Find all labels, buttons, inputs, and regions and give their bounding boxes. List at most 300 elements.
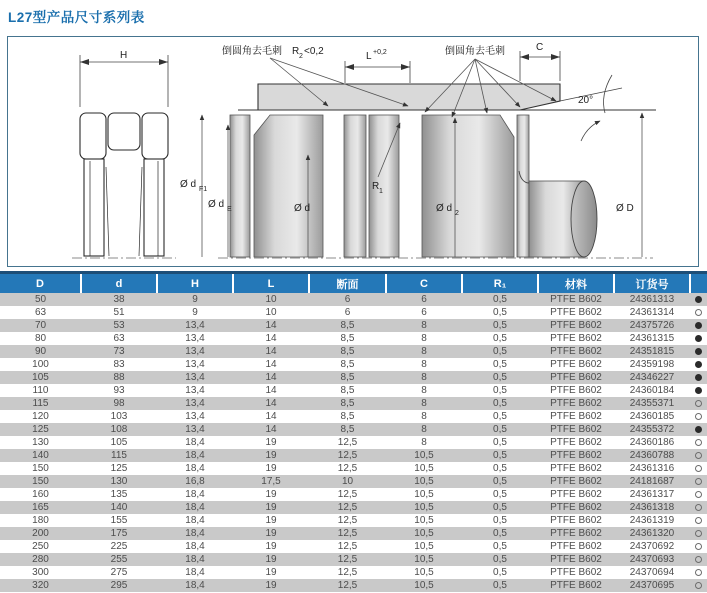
cell: 105 [81,436,157,449]
availability-dot-open [695,465,702,472]
technical-drawing [7,36,699,267]
table-row [0,306,707,319]
cell: 14 [233,410,309,423]
cell: 13,4 [157,332,233,345]
cell: 12,5 [309,566,386,579]
cell: 8 [386,384,462,397]
cell: 19 [233,501,309,514]
cell: 255 [81,553,157,566]
dE-dim-label: Ø d [208,199,225,210]
cell: 24361314 [614,306,690,319]
cell: 51 [81,306,157,319]
availability-cell [690,566,707,579]
cell: 10 [309,475,386,488]
cell: 300 [0,566,81,579]
column-header-C: C [386,274,462,293]
availability-cell [690,540,707,553]
column-header-材料: 材料 [538,274,614,293]
dE-dim-sub: E [227,206,232,213]
table-row [0,449,707,462]
cell: 19 [233,462,309,475]
cell: 12,5 [309,501,386,514]
cell: 19 [233,553,309,566]
size-table [0,274,707,592]
cell: 115 [0,397,81,410]
cell: 19 [233,527,309,540]
cell: 13,4 [157,423,233,436]
cell: 24370693 [614,553,690,566]
table-row [0,566,707,579]
table-row [0,436,707,449]
cell: 19 [233,436,309,449]
cell: 135 [81,488,157,501]
cell: 14 [233,397,309,410]
cell: 38 [81,293,157,306]
cell: 18,4 [157,566,233,579]
cell: 24361320 [614,527,690,540]
table-row [0,423,707,436]
r2-value: <0,2 [304,46,324,57]
cell: PTFE B602 [538,410,614,423]
cell: PTFE B602 [538,397,614,410]
cell: PTFE B602 [538,488,614,501]
table-body [0,293,707,592]
cell: 24181687 [614,475,690,488]
d-dim-label: Ø d [294,203,311,214]
cell: 13,4 [157,371,233,384]
cell: 120 [0,410,81,423]
cell: 8 [386,436,462,449]
cell: 0,5 [462,527,538,540]
cell: 155 [81,514,157,527]
availability-cell [690,527,707,540]
availability-cell [690,553,707,566]
cell: 63 [0,306,81,319]
dF1-dim-label: Ø d [180,179,197,190]
cell: 14 [233,384,309,397]
availability-dot-open [695,582,702,589]
cell: 24370695 [614,579,690,592]
d2-dim-sub: 2 [455,210,459,217]
cell: 8 [386,423,462,436]
availability-cell [690,358,707,371]
cell: 275 [81,566,157,579]
cell: 180 [0,514,81,527]
availability-dot-open [695,517,702,524]
cell: 12,5 [309,579,386,592]
angle-arc-lower [581,121,600,141]
cell: 9 [157,306,233,319]
cell: 14 [233,319,309,332]
cell: 18,4 [157,527,233,540]
cell: 10 [233,306,309,319]
cell: 19 [233,579,309,592]
cell: 130 [0,436,81,449]
cell: 24370692 [614,540,690,553]
cell: 295 [81,579,157,592]
cell: 50 [0,293,81,306]
availability-dot-open [695,556,702,563]
d2-dim-label: Ø d [436,203,453,214]
cell: 24361318 [614,501,690,514]
angle-arc [604,75,612,113]
cell: PTFE B602 [538,553,614,566]
availability-dot-filled [695,296,702,303]
cell: 10,5 [386,488,462,501]
shaft-end-cylinder [519,171,597,257]
header-row [0,274,707,293]
cell: 24355371 [614,397,690,410]
cell: 0,5 [462,449,538,462]
column-header-L: L [233,274,309,293]
cell: PTFE B602 [538,306,614,319]
availability-dot-filled [695,348,702,355]
cell: 150 [0,475,81,488]
cell: PTFE B602 [538,384,614,397]
availability-cell [690,345,707,358]
table-row [0,384,707,397]
cell: 10,5 [386,527,462,540]
cell: 320 [0,579,81,592]
availability-cell [690,488,707,501]
cell: 19 [233,488,309,501]
cell: 125 [0,423,81,436]
cell: 10,5 [386,501,462,514]
cell: 24360788 [614,449,690,462]
table-row [0,358,707,371]
cell: 6 [309,306,386,319]
cell: 160 [0,488,81,501]
c-dimension [520,51,560,81]
cell: PTFE B602 [538,358,614,371]
cell: 12,5 [309,553,386,566]
cell: 24361313 [614,293,690,306]
cell: PTFE B602 [538,332,614,345]
column-header-订货号: 订货号 [614,274,690,293]
cell: 13,4 [157,410,233,423]
cell: 24361316 [614,462,690,475]
table-row [0,527,707,540]
cell: 17,5 [233,475,309,488]
cell: 0,5 [462,306,538,319]
cell: 19 [233,540,309,553]
cell: PTFE B602 [538,501,614,514]
availability-cell [690,384,707,397]
cell: 24351815 [614,345,690,358]
cell: 12,5 [309,462,386,475]
cell: 10,5 [386,579,462,592]
availability-dot-open [695,491,702,498]
cell: 0,5 [462,423,538,436]
cell: 16,8 [157,475,233,488]
cell: 24360186 [614,436,690,449]
column-header-D: D [0,274,81,293]
table-row [0,397,707,410]
cell: 18,4 [157,579,233,592]
cell: PTFE B602 [538,579,614,592]
availability-cell [690,306,707,319]
cell: 9 [157,293,233,306]
cell: 0,5 [462,397,538,410]
cell: 103 [81,410,157,423]
availability-cell [690,332,707,345]
cell: 13,4 [157,384,233,397]
cell: 12,5 [309,540,386,553]
cell: 165 [0,501,81,514]
D-dim-label: Ø D [616,203,634,214]
cell: 24361319 [614,514,690,527]
cell: 6 [386,293,462,306]
cell: 8,5 [309,345,386,358]
cell: 88 [81,371,157,384]
cell: 100 [0,358,81,371]
cell: 6 [309,293,386,306]
cell: 108 [81,423,157,436]
cell: 8 [386,332,462,345]
table-row [0,540,707,553]
availability-cell [690,514,707,527]
table-row [0,553,707,566]
availability-dot-filled [695,322,702,329]
cell: 93 [81,384,157,397]
cell: 105 [0,371,81,384]
cell: PTFE B602 [538,514,614,527]
r2-label-sub: 2 [299,53,303,60]
table-row [0,332,707,345]
cell: 8 [386,319,462,332]
cell: 0,5 [462,371,538,384]
cell: 24375726 [614,319,690,332]
table-row [0,488,707,501]
availability-dot-open [695,504,702,511]
table-row [0,345,707,358]
availability-cell [690,449,707,462]
cell: 0,5 [462,410,538,423]
cell: 0,5 [462,488,538,501]
cell: 18,4 [157,449,233,462]
cell: 19 [233,449,309,462]
cell: 0,5 [462,579,538,592]
deburr-left-label: 倒圆角去毛刺 [222,46,282,57]
cell: 0,5 [462,332,538,345]
availability-dot-filled [695,374,702,381]
cell: PTFE B602 [538,475,614,488]
availability-dot-open [695,309,702,316]
availability-cell [690,462,707,475]
cell: 140 [0,449,81,462]
cell: 10,5 [386,462,462,475]
cell: PTFE B602 [538,540,614,553]
column-header-availability [690,274,707,293]
cell: 24361315 [614,332,690,345]
cell: 110 [0,384,81,397]
cell: 8,5 [309,332,386,345]
cell: 18,4 [157,488,233,501]
cell: 0,5 [462,293,538,306]
cell: PTFE B602 [538,371,614,384]
cell: 225 [81,540,157,553]
availability-cell [690,579,707,592]
cell: 10,5 [386,514,462,527]
availability-dot-filled [695,361,702,368]
availability-cell [690,319,707,332]
cell: 14 [233,345,309,358]
availability-dot-open [695,543,702,550]
table-row [0,319,707,332]
cell: 24360184 [614,384,690,397]
cell: 280 [0,553,81,566]
cell: PTFE B602 [538,462,614,475]
cell: 24361317 [614,488,690,501]
page-title: L27型产品尺寸系列表 [8,10,145,25]
cell: 80 [0,332,81,345]
availability-cell [690,423,707,436]
availability-cell [690,475,707,488]
availability-dot-open [695,530,702,537]
r1-label: R [372,181,380,192]
cell: 19 [233,514,309,527]
cell: 8 [386,345,462,358]
cell: 18,4 [157,462,233,475]
cell: 12,5 [309,488,386,501]
cell: PTFE B602 [538,319,614,332]
cell: 18,4 [157,553,233,566]
cell: 19 [233,566,309,579]
cell: 12,5 [309,449,386,462]
cell: 83 [81,358,157,371]
cell: 0,5 [462,475,538,488]
cell: 8,5 [309,358,386,371]
cell: 14 [233,423,309,436]
cell: 0,5 [462,462,538,475]
cell: 175 [81,527,157,540]
housing-bar [258,84,560,110]
cell: 24359198 [614,358,690,371]
cell: 140 [81,501,157,514]
cell: 0,5 [462,384,538,397]
availability-cell [690,371,707,384]
cell: 10,5 [386,449,462,462]
cell: 10 [233,293,309,306]
deburr-mid-label: 倒圆角去毛刺 [445,46,505,57]
cell: PTFE B602 [538,436,614,449]
cell: 18,4 [157,501,233,514]
r1-label-sub: 1 [379,188,383,195]
cell: 13,4 [157,358,233,371]
cell: 24355372 [614,423,690,436]
cell: 18,4 [157,514,233,527]
availability-cell [690,436,707,449]
cell: 6 [386,306,462,319]
cell: PTFE B602 [538,566,614,579]
cell: 8,5 [309,397,386,410]
cell: PTFE B602 [538,527,614,540]
availability-cell [690,397,707,410]
cell: 8 [386,397,462,410]
cell: 63 [81,332,157,345]
cell: 12,5 [309,514,386,527]
cell: PTFE B602 [538,345,614,358]
availability-dot-filled [695,426,702,433]
cell: 10,5 [386,566,462,579]
cell: 8,5 [309,410,386,423]
table-row [0,475,707,488]
cell: 24370694 [614,566,690,579]
availability-cell [690,501,707,514]
cell: 53 [81,319,157,332]
table-row [0,462,707,475]
cell: 18,4 [157,436,233,449]
cell: 130 [81,475,157,488]
cell: 0,5 [462,358,538,371]
cell: 10,5 [386,553,462,566]
l-dim-tolerance: +0,2 [373,49,387,56]
cell: 14 [233,332,309,345]
cell: 12,5 [309,527,386,540]
table-row [0,293,707,306]
cell: 8,5 [309,371,386,384]
column-header-d: d [81,274,157,293]
cell: 13,4 [157,397,233,410]
table-row [0,371,707,384]
cell: 0,5 [462,436,538,449]
cell: 8,5 [309,319,386,332]
table-row [0,579,707,592]
cell: 8 [386,358,462,371]
cell: PTFE B602 [538,449,614,462]
column-header-断面: 断面 [309,274,386,293]
availability-cell [690,293,707,306]
cell: 0,5 [462,345,538,358]
cell: 125 [81,462,157,475]
cell: 8,5 [309,384,386,397]
table-row [0,410,707,423]
cell: 10,5 [386,540,462,553]
cell: 115 [81,449,157,462]
cell: 250 [0,540,81,553]
cell: 0,5 [462,540,538,553]
size-table-wrap [0,271,707,593]
l-dim-label: L [366,51,372,62]
cell: 70 [0,319,81,332]
availability-dot-filled [695,335,702,342]
dF1-dim-sub: F1 [199,186,208,193]
cell: 90 [0,345,81,358]
cell: 98 [81,397,157,410]
availability-dot-open [695,400,702,407]
availability-dot-open [695,439,702,446]
c-dim-label: C [536,42,544,53]
availability-dot-open [695,452,702,459]
cell: 150 [0,462,81,475]
cell: 14 [233,371,309,384]
availability-dot-open [695,413,702,420]
seal-profile [80,113,168,256]
shaft-sections [230,115,529,257]
cell: 0,5 [462,566,538,579]
cell: 0,5 [462,501,538,514]
cell: 8 [386,371,462,384]
availability-dot-open [695,478,702,485]
cell: 10,5 [386,475,462,488]
cell: 24346227 [614,371,690,384]
availability-dot-open [695,569,702,576]
cell: 8 [386,410,462,423]
cell: 18,4 [157,540,233,553]
cell: PTFE B602 [538,423,614,436]
cell: 13,4 [157,319,233,332]
cell: 8,5 [309,423,386,436]
